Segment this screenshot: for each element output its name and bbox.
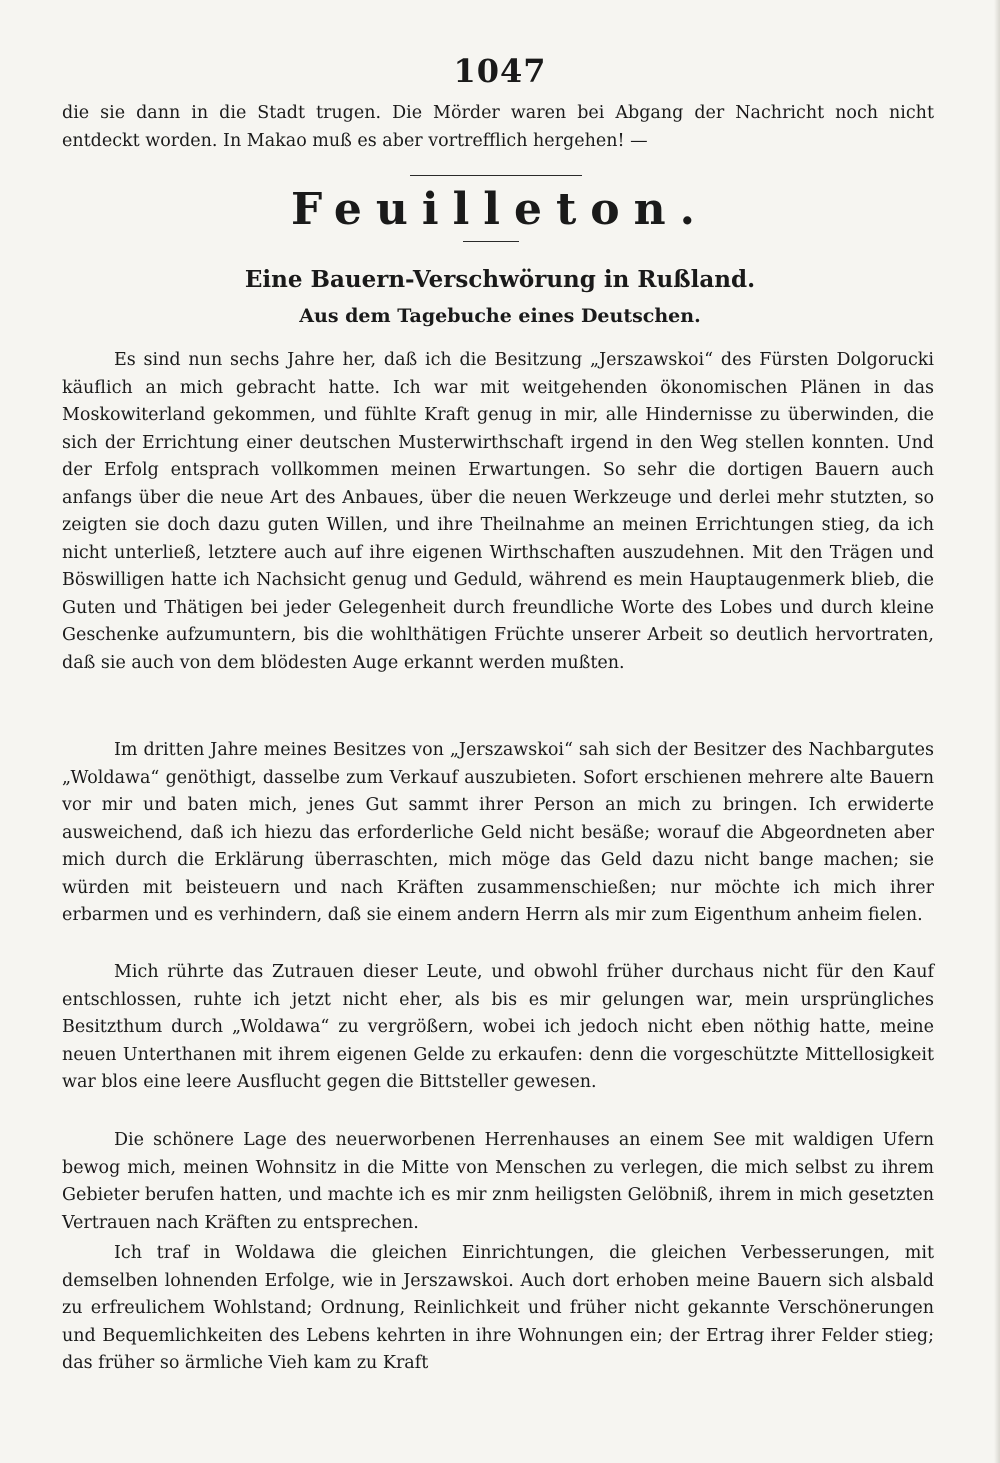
article-title: Eine Bauern-Verschwörung in Rußland. — [244, 266, 756, 293]
article-paragraph-2: Im dritten Jahre meines Besitzes von „Jerszawskoi“ sah sich der Besitzer des Nachbargutes „Woldawa“ genöthigt, dasselbe zum Verkauf auszubieten. Sofort erschienen mehrere alte Bauern vor mir und baten mich, jenes Gut sammt ihrer Person an mich zu bringen. Ich erwiderte ausweichend, daß ich hiezu das erforderliche Geld nicht besäße; worauf die Abgeordneten aber mich durch die Erklärung überraschten, mich möge das Geld dazu nicht bange machen; sie würden mit beisteuern und nach Kräften zusammenschießen; nur möchte ich mich ihrer erbarmen und es verhindern, daß sie einem andern Herrn als mir zum Eigenthum anheim fielen. — [62, 740, 934, 925]
continued-text-block — [62, 100, 934, 155]
divider-rule-short — [463, 241, 519, 242]
page-number: 1047 — [453, 52, 547, 90]
section-heading: Feuilleton. — [291, 184, 709, 235]
article-subtitle: Aus dem Tagebuche eines Deutschen. — [299, 305, 701, 327]
article-paragraph-1: Es sind nun sechs Jahre her, daß ich die Besitzung „Jerszawskoi“ des Fürsten Dolgorucki käuflich an mich gebracht hatte. Ich war mit weitgehenden ökonomischen Plänen in das Moskowiterland gekommen, und fühlte Kraft genug in mir, alle Hindernisse zu überwinden, die sich der Errichtung einer deutschen Musterwirthschaft irgend in den Weg stellen konnten. Und der Erfolg entsprach vollkommen meinen Erwartungen. So sehr die dortigen Bauern auch anfangs über die neue Art des Anbaues, über die neuen Werkzeuge und derlei mehr stutzten, so zeigten sie doch dazu guten Willen, und ihre Theilnahme an meinen Errichtungen stieg, da ich nicht unterließ, letztere auch auf ihre eigenen Wirthschaften auszudehnen. Mit den Trägen und Böswilligen hatte ich Nachsicht genug und Geduld, während es mein Hauptaugenmerk blieb, die Guten und Thätigen bei jeder Gelegenheit durch freundliche Worte des Lobes und durch kleine Geschenke aufzumuntern, bis die wohlthätigen Früchte unserer Arbeit so deutlich hervortraten, daß sie auch von dem blödesten Auge erkannt werden mußten. — [62, 350, 934, 673]
article-paragraph-4: Die schönere Lage des neuerworbenen Herrenhauses an einem See mit waldigen Ufern bewog mich, meinen Wohnsitz in die Mitte von Menschen zu verlegen, die mich selbst zu ihrem Gebieter berufen hatten, und machte ich es mir znm heiligsten Gelöbniß, ihrem in mich gesetzten Vertrauen nach Kräften zu entsprechen. — [62, 1130, 934, 1233]
closing-dash: — — [624, 130, 648, 151]
article-paragraph-3: Mich rührte das Zutrauen dieser Leute, und obwohl früher durchaus nicht für den Kauf entschlossen, ruhte ich jetzt nicht eher, als bis es mir gelungen war, mein ursprüngliches Besitzthum durch „Woldawa“ zu vergrößern, wobei ich jedoch nicht eben nöthig hatte, meine neuen Unterthanen mit ihrem eigenen Gelde zu erkaufen: denn die vorgeschützte Mittellosigkeit war blos eine leere Ausflucht gegen die Bittsteller gewesen. — [62, 962, 934, 1092]
divider-rule-top — [410, 175, 582, 176]
continued-text: die sie dann in die Stadt trugen. Die Mörder waren bei Abgang der Nachricht noch nicht entdeckt worden. In Makao muß es aber vortrefflich hergehen! — [62, 103, 934, 151]
article-paragraph-5: Ich traf in Woldawa die gleichen Einrichtungen, die gleichen Verbesserungen, mit demselben lohnenden Erfolge, wie in Jerszawskoi. Auch dort erhoben meine Bauern sich alsbald zu erfreulichem Wohlstand; Ordnung, Reinlichkeit und früher nicht gekannte Verschönerungen und Bequemlichkeiten des Lebens kehrten in ihre Wohnungen ein; der Ertrag ihrer Felder stieg; das früher so ärmliche Vieh kam zu Kraft — [62, 1243, 934, 1373]
